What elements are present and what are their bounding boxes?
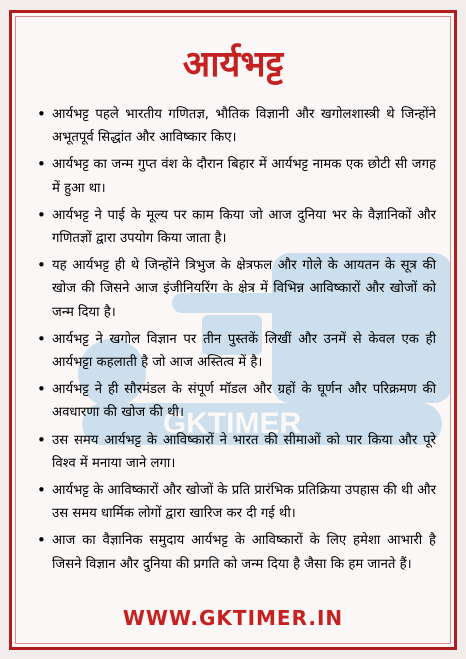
list-item: • यह आर्यभट्ट ही थे जिन्होंने त्रिभुज के क्षेत्रफल और गोले के आयतन के सूत्र की खोज की जिसने आज इंजीनियरिंग के क्षेत्र में विभिन्न आविष्कारों और खोजों को जन्म दिया है। [32,254,436,324]
document-page [9,10,457,650]
page-title: आर्यभट्ट [182,44,284,85]
inner-border [15,16,451,644]
list-item: • आर्यभट्ट ने ही सौरमंडल के संपूर्ण मॉडल और ग्रहों के घूर्णन और परिक्रमण की अवधारणा की खोज की थी। [32,378,436,424]
list-item: • आज का वैज्ञानिक समुदाय आर्यभट्ट के आविष्कारों के लिए हमेशा आभारी है जिसने विज्ञान और दुनिया की प्रगति को जन्म दिया है जैसा कि हम जानते हैं। [32,529,436,575]
list-item: • उस समय आर्यभट्ट के आविष्कारों ने भारत की सीमाओं को पार किया और पूरे विश्व में मनाया जाने लगा। [32,429,436,475]
bullet-list [32,103,436,580]
list-item: • आर्यभट्ट का जन्म गुप्त वंश के दौरान बिहार में आर्यभट्ट नामक एक छोटी सी जगह में हुआ था। [32,153,436,199]
list-item: • आर्यभट्ट ने खगोल विज्ञान पर तीन पुस्तकें लिखीं और उनमें से केवल एक ही आर्यभट्टा कहलाती है जो आज अस्तित्व में है। [32,328,436,374]
watermark-text: GKTIMER [162,407,302,440]
list-item: • आर्यभट्ट के आविष्कारों और खोजों के प्रति प्रारंभिक प्रतिक्रिया उपहास की थी और उस समय धार्मिक लोगों द्वारा खारिज कर दी गई थी। [32,479,436,525]
website-footer: WWW.GKTIMER.IN [122,606,344,630]
list-item: • आर्यभट्ट ने पाई के मूल्य पर काम किया जो आज दुनिया भर के वैज्ञानिकों और गणितज्ञों द्वारा उपयोग किया जाता है। [32,204,436,250]
list-item: • आर्यभट्ट पहले भारतीय गणितज्ञ, भौतिक विज्ञानी और खगोलशास्त्री थे जिन्होंने अभूतपूर्व सिद्धांत और आविष्कार किए। [32,103,436,149]
